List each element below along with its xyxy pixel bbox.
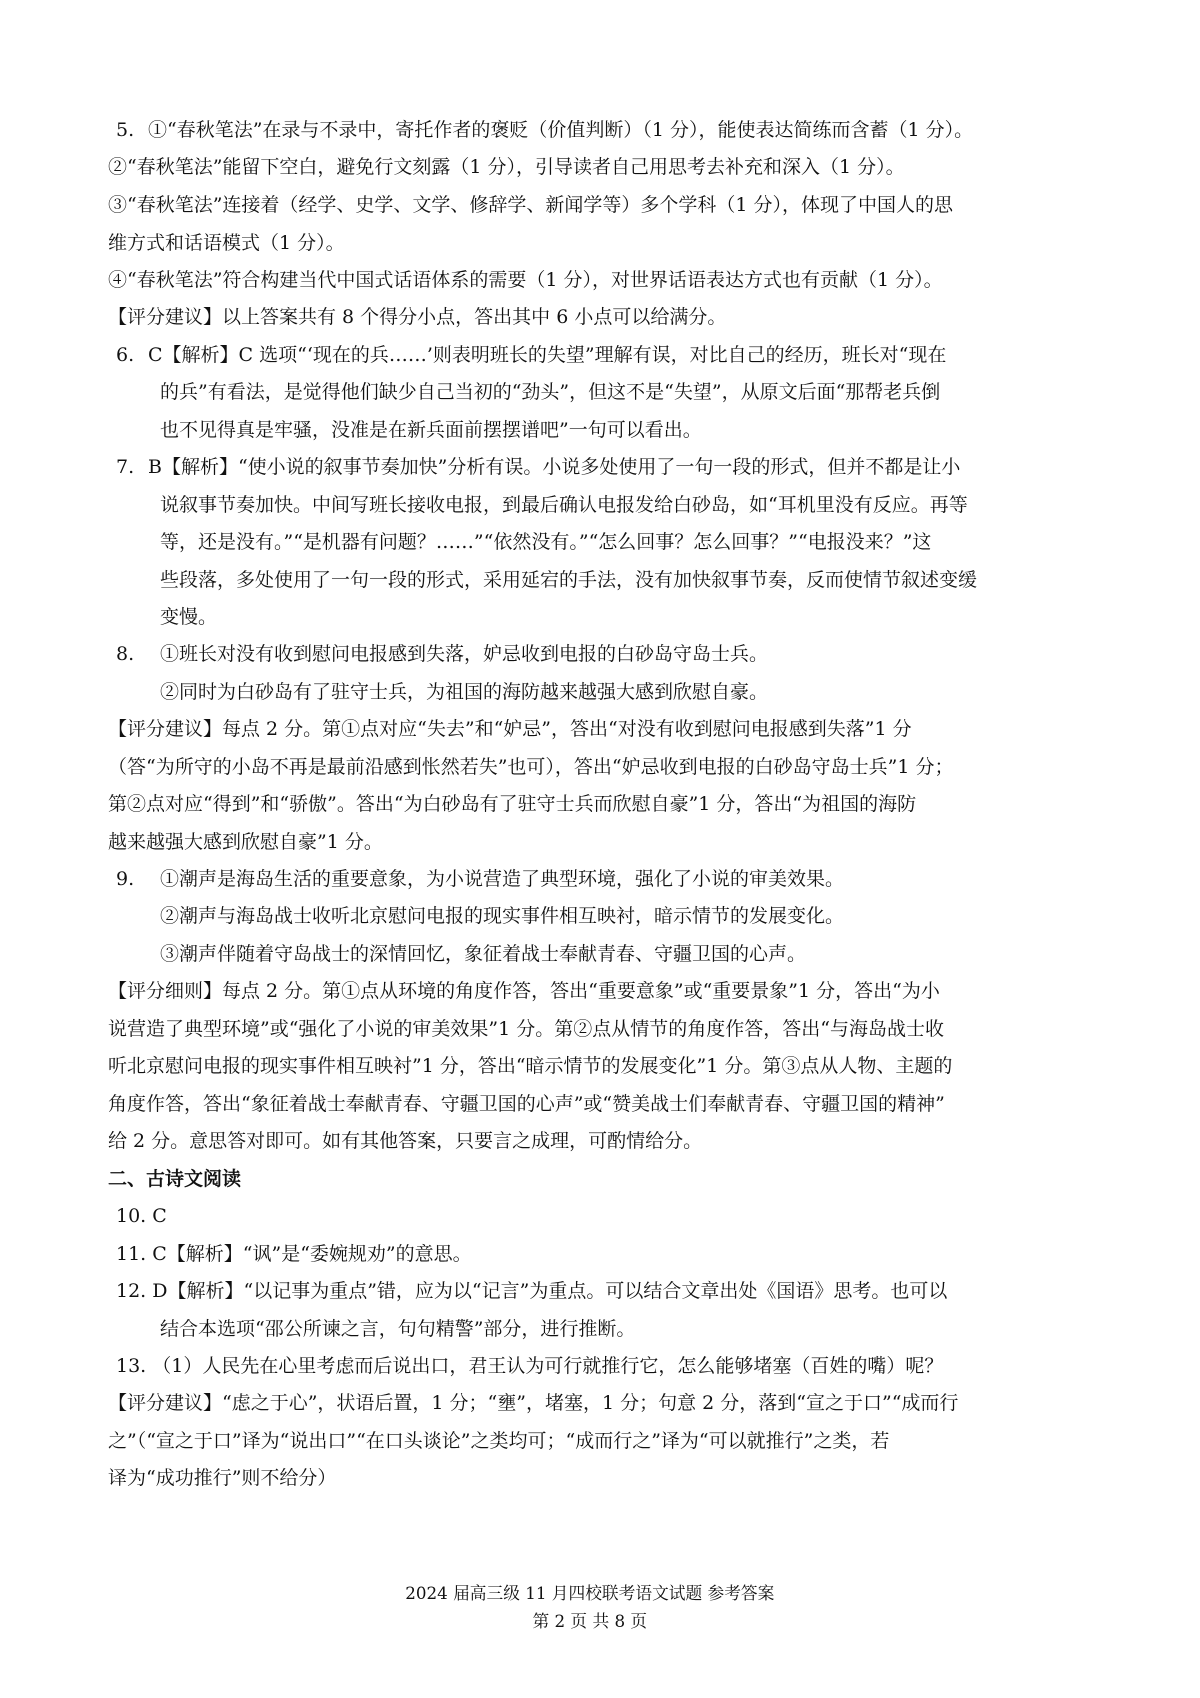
answer-12-line-1: 12. D【解析】“以记事为重点”错，应为以“记言”为重点。可以结合文章出处《国语》思考。也可以 — [116, 1280, 948, 1302]
answer-7-line-2: 说叙事节奏加快。中间写班长接收电报，到最后确认电报发给白砂岛，如“耳机里没有反应。再等 — [160, 494, 968, 516]
scoring-note-8-line-4: 越来越强大感到欣慰自豪”1 分。 — [108, 831, 383, 853]
scoring-note-13-line-3: 译为“成功推行”则不给分） — [108, 1467, 337, 1489]
answer-5-line-2: ②“春秋笔法”能留下空白，避免行文刻露（1 分），引导读者自己用思考去补充和深入（1 分）。 — [108, 156, 905, 178]
answer-6-line-3: 也不见得真是牢骚，没准是在新兵面前摆摆谱吧”一句可以看出。 — [160, 419, 702, 441]
footer-title: 2024 届高三级 11 月四校联考语文试题 参考答案 — [405, 1584, 775, 1604]
scoring-note-8-line-2: （答“为所守的小岛不再是最前沿感到怅然若失”也可），答出“妒忌收到电报的白砂岛守岛士兵”1 分； — [108, 756, 954, 778]
item-number-6: 6. — [116, 344, 135, 366]
answer-8-point-1: ①班长对没有收到慰问电报感到失落，妒忌收到电报的白砂岛守岛士兵。 — [160, 643, 769, 665]
item-number-7: 7. — [116, 456, 135, 478]
answer-11: 11. C【解析】“讽”是“委婉规劝”的意思。 — [116, 1243, 472, 1265]
scoring-rule-9-line-3: 听北京慰问电报的现实事件相互映衬”1 分，答出“暗示情节的发展变化”1 分。第③点从人物、主题的 — [108, 1055, 953, 1077]
answer-7-line-4: 些段落，多处使用了一句一段的形式，采用延宕的手法，没有加快叙事节奏，反而使情节叙述变缓 — [160, 569, 978, 591]
answer-7-line-5: 变慢。 — [160, 606, 218, 628]
scoring-rule-9-line-1: 【评分细则】每点 2 分。第①点从环境的角度作答，答出“重要意象”或“重要景象”1 分，答出“为小 — [108, 980, 940, 1002]
scoring-note-13-line-2: 之”（“宣之于口”译为“说出口”“在口头谈论”之类均可；“成而行之”译为“可以就推行”之类，若 — [108, 1430, 890, 1452]
item-number-8: 8. — [116, 643, 135, 665]
answer-5-line-5: ④“春秋笔法”符合构建当代中国式话语体系的需要（1 分），对世界话语表达方式也有贡献（1 分）。 — [108, 269, 943, 291]
scoring-note-5: 【评分建议】以上答案共有 8 个得分小点，答出其中 6 小点可以给满分。 — [108, 306, 727, 328]
answer-6-line-1: C【解析】C 选项“‘现在的兵……’则表明班长的失望”理解有误，对比自己的经历，班长对“现在 — [148, 344, 947, 366]
item-number-5: 5. — [116, 119, 135, 141]
answer-5-line-1: ①“春秋笔法”在录与不录中，寄托作者的褒贬（价值判断）（1 分），能使表达简练而含蓄（1 分）。 — [148, 119, 974, 141]
answer-9-point-1: ①潮声是海岛生活的重要意象，为小说营造了典型环境，强化了小说的审美效果。 — [160, 868, 845, 890]
answer-12-line-2: 结合本选项“邵公所谏之言，句句精警”部分，进行推断。 — [160, 1318, 636, 1340]
item-number-9: 9. — [116, 868, 135, 890]
section-heading-classical-reading: 二、古诗文阅读 — [108, 1168, 242, 1190]
scoring-note-8-line-1: 【评分建议】每点 2 分。第①点对应“失去”和“妒忌”，答出“对没有收到慰问电报感到失落”1 分 — [108, 718, 912, 740]
answer-9-point-3: ③潮声伴随着守岛战士的深情回忆，象征着战士奉献青春、守疆卫国的心声。 — [160, 943, 807, 965]
answer-7-line-3: 等，还是没有。”“是机器有问题？……”“依然没有。”“怎么回事？怎么回事？”“电报没来？”这 — [160, 531, 932, 553]
answer-8-point-2: ②同时为白砂岛有了驻守士兵，为祖国的海防越来越强大感到欣慰自豪。 — [160, 681, 769, 703]
footer-page-number: 第 2 页 共 8 页 — [532, 1612, 648, 1632]
answer-5-line-4: 维方式和话语模式（1 分）。 — [108, 232, 345, 254]
answer-10: 10. C — [116, 1205, 167, 1227]
answer-5-line-3: ③“春秋笔法”连接着（经学、史学、文学、修辞学、新闻学等）多个学科（1 分），体现了中国人的思 — [108, 194, 954, 216]
scoring-rule-9-line-2: 说营造了典型环境”或“强化了小说的审美效果”1 分。第②点从情节的角度作答，答出“与海岛战士收 — [108, 1018, 944, 1040]
scoring-rule-9-line-5: 给 2 分。意思答对即可。如有其他答案，只要言之成理，可酌情给分。 — [108, 1130, 703, 1152]
scoring-note-8-line-3: 第②点对应“得到”和“骄傲”。答出“为白砂岛有了驻守士兵而欣慰自豪”1 分，答出“为祖国的海防 — [108, 793, 917, 815]
scoring-note-13-line-1: 【评分建议】“虑之于心”，状语后置，1 分；“壅”，堵塞，1 分；句意 2 分，落到“宣之于口”“成而行 — [108, 1392, 959, 1414]
answer-9-point-2: ②潮声与海岛战士收听北京慰问电报的现实事件相互映衬，暗示情节的发展变化。 — [160, 905, 845, 927]
answer-6-line-2: 的兵”有看法，是觉得他们缺少自己当初的“劲头”，但这不是“失望”，从原文后面“那帮老兵倒 — [160, 381, 941, 403]
answer-7-line-1: B【解析】“使小说的叙事节奏加快”分析有误。小说多处使用了一句一段的形式，但并不都是让小 — [148, 456, 961, 478]
answer-13-part-1: 13. （1）人民先在心里考虑而后说出口，君王认为可行就推行它，怎么能够堵塞（百姓的嘴）呢？ — [116, 1355, 944, 1377]
scoring-rule-9-line-4: 角度作答，答出“象征着战士奉献青春、守疆卫国的心声”或“赞美战士们奉献青春、守疆卫国的精神” — [108, 1093, 945, 1115]
